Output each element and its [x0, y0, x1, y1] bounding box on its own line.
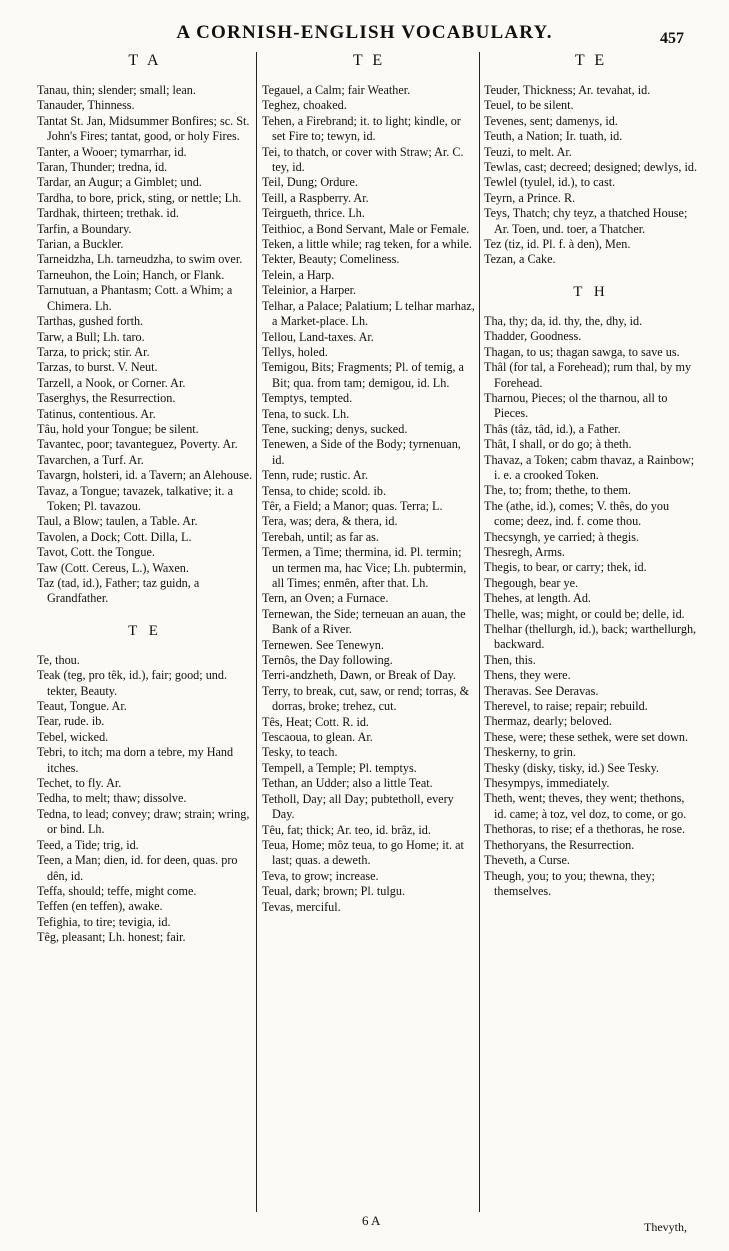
dictionary-entry: Thesregh, Arms. [484, 544, 565, 559]
dictionary-entry: Thâs (tâz, tâd, id.), a Father. [484, 421, 621, 436]
dictionary-entry: Tarthas, gushed forth. [37, 314, 144, 329]
dictionary-entry: Thethoras, to rise; ef a thethoras, he rose. [484, 822, 686, 837]
dictionary-entry: Thât, I shall, or do go; à theth. [484, 437, 632, 452]
dictionary-entry: Thâl (for tal, a Forehead); rum thal, by my Forehead. [484, 360, 692, 390]
dictionary-entry: Tewlas, cast; decreed; designed; dewlys, id. [484, 160, 698, 175]
dictionary-entry: Tedna, to lead; convey; draw; strain; wring, or bind. Lh. [37, 806, 250, 837]
dictionary-entry: The (athe, id.), comes; V. thês, do you come; deez, ind. f. come thou. [484, 498, 670, 529]
dictionary-entry: Tethan, an Udder; also a little Teat. [262, 776, 433, 791]
dictionary-entry: Tarzell, a Nook, or Corner. Ar. [37, 375, 186, 390]
dictionary-entry: Telein, a Harp. [262, 267, 335, 282]
dictionary-entry: Têg, pleasant; Lh. honest; fair. [37, 930, 186, 945]
dictionary-entry: Thavaz, a Token; cabm thavaz, a Rainbow; i. e. a crooked Token. [484, 452, 695, 482]
dictionary-entry: Therevel, to raise; repair; rebuild. [484, 699, 648, 714]
dictionary-entry: Teirgueth, thrice. Lh. [262, 206, 365, 221]
dictionary-entry: Teithioc, a Bond Servant, Male or Female. [262, 221, 470, 236]
dictionary-entry: Teuth, a Nation; Ir. tuath, id. [484, 129, 623, 144]
dictionary-entry: Tanter, a Wooer; tymarrhar, id. [37, 144, 187, 159]
column-1 [37, 52, 253, 1210]
dictionary-entry: Temptys, tempted. [262, 391, 353, 406]
dictionary-entry: Teken, a little while; rag teken, for a while. [262, 237, 472, 252]
dictionary-entry: Tefighia, to tire; tevigia, id. [37, 914, 171, 929]
dictionary-entry: Taran, Thunder; tredna, id. [37, 160, 168, 175]
dictionary-entry: Tera, was; dera, & thera, id. [262, 514, 398, 529]
dictionary-entry: Terry, to break, cut, saw, or rend; torras, & dorras, broke; trehez, cut. [262, 683, 470, 714]
dictionary-entry: Teuzi, to melt. Ar. [484, 144, 572, 159]
dictionary-entry: Teua, Home; môz teua, to go Home; it. at last; quas. a deweth. [262, 837, 464, 868]
dictionary-entry: Teleinior, a Harper. [262, 283, 357, 298]
dictionary-entry: Tensa, to chide; scold. ib. [262, 483, 387, 498]
dictionary-entry: Thecsyngh, ye carried; à thegis. [484, 529, 639, 544]
dictionary-entry: Tetholl, Day; all Day; pubtetholl, every Day. [262, 791, 454, 822]
dictionary-entry: Techet, to fly. Ar. [37, 776, 122, 791]
signature-mark: 6 A [362, 1213, 381, 1228]
entry-list [37, 653, 253, 946]
dictionary-entry: Tern, an Oven; a Furnace. [262, 591, 389, 606]
dictionary-entry: Tarneidzha, Lh. tarneudzha, to swim over. [37, 252, 243, 267]
dictionary-entry: Tescaoua, to glean. Ar. [262, 730, 373, 745]
dictionary-entry: Teed, a Tide; trig, id. [37, 837, 139, 852]
dictionary-entry: Thelhar (thellurgh, id.), back; warthellurgh, backward. [484, 622, 697, 652]
dictionary-entry: Tezan, a Cake. [484, 252, 556, 267]
dictionary-entry: Tewlel (tyulel, id.), to cast. [484, 175, 616, 190]
column-heading: T E [574, 52, 608, 69]
dictionary-entry: Theugh, you; to you; thewna, they; themselves. [484, 868, 655, 898]
dictionary-entry: Terri-andzheth, Dawn, or Break of Day. [262, 668, 456, 683]
page-title: A CORNISH-ENGLISH VOCABULARY. [176, 22, 553, 43]
dictionary-entry: Temigou, Bits; Fragments; Pl. of temig, a Bit; qua. from tam; demigou, id. Lh. [262, 360, 464, 390]
dictionary-entry: Theveth, a Curse. [484, 853, 570, 868]
dictionary-entry: Tês, Heat; Cott. R. id. [262, 714, 369, 729]
dictionary-entry: Tenewen, a Side of the Body; tyrnenuan, id. [262, 437, 461, 467]
dictionary-entry: Tavolen, a Dock; Cott. Dilla, L. [37, 529, 192, 544]
section-heading: T H [573, 283, 609, 300]
dictionary-entry: Tarw, a Bull; Lh. taro. [37, 329, 145, 344]
column-heading: T E [352, 52, 386, 69]
dictionary-entry: Teual, dark; brown; Pl. tulgu. [262, 884, 406, 899]
dictionary-entry: Tekter, Beauty; Comeliness. [262, 252, 400, 267]
dictionary-entry: Tantat St. Jan, Midsummer Bonfires; sc. St. John's Fires; tantat, good, or holy Fires. [37, 113, 250, 144]
dictionary-entry: Taw (Cott. Cereus, L.), Waxen. [37, 560, 189, 575]
dictionary-entry: Terebah, until; as far as. [262, 529, 379, 544]
dictionary-entry: Tatinus, contentious. Ar. [37, 406, 156, 421]
dictionary-entry: Thehes, at length. Ad. [484, 591, 591, 606]
dictionary-entry: Teffen (en teffen), awake. [37, 899, 163, 914]
dictionary-entry: Taserghys, the Resurrection. [37, 391, 176, 406]
entry-list [262, 83, 476, 915]
dictionary-entry: Telhar, a Palace; Palatium; L telhar marhaz, a Market-place. Lh. [262, 298, 475, 329]
column-heading: T A [128, 52, 162, 69]
dictionary-entry: Teuel, to be silent. [484, 98, 574, 113]
catchword: Thevyth, [644, 1220, 687, 1234]
dictionary-entry: Tei, to thatch, or cover with Straw; Ar. C. tey, id. [262, 144, 464, 175]
dictionary-entry: Tenn, rude; rustic. Ar. [262, 468, 369, 483]
dictionary-entry: Teffa, should; teffe, might come. [37, 883, 197, 898]
dictionary-entry: Tebri, to itch; ma dorn a tebre, my Hand itches. [37, 745, 234, 775]
dictionary-entry: Tavot, Cott. the Tongue. [37, 545, 155, 560]
dictionary-entry: Tarza, to prick; stir. Ar. [37, 344, 150, 359]
dictionary-entry: Tellou, Land-taxes. Ar. [262, 329, 374, 344]
dictionary-entry: Tardar, an Augur; a Gimblet; und. [37, 175, 202, 190]
dictionary-entry: Teak (teg, pro têk, id.), fair; good; und. tekter, Beauty. [37, 668, 228, 698]
dictionary-entry: Tardha, to bore, prick, sting, or nettle; Lh. [37, 190, 242, 205]
dictionary-entry: Tebel, wicked. [37, 729, 109, 744]
dictionary-entry: Tavantec, poor; tavanteguez, Poverty. Ar. [37, 437, 238, 452]
entry-list [37, 83, 253, 607]
dictionary-entry: Thermaz, dearly; beloved. [484, 714, 612, 729]
dictionary-entry: Termen, a Time; thermina, id. Pl. termin; un termen ma, hac Vice; Lh. pubtermin, all Times; enmên, after that. Lh. [262, 545, 467, 590]
dictionary-entry: Tellys, holed. [262, 344, 328, 359]
dictionary-entry: Ternewan, the Side; terneuan an auan, the Bank of a River. [262, 606, 466, 637]
dictionary-entry: Ternewen. See Tenewyn. [262, 637, 384, 652]
column-2 [262, 52, 476, 1210]
dictionary-entry: Teaut, Tongue. Ar. [37, 699, 127, 714]
dictionary-entry: Tesky, to teach. [262, 745, 338, 760]
dictionary-entry: Theskerny, to grin. [484, 745, 576, 760]
section-heading: T E [128, 622, 162, 639]
dictionary-entry: Teuder, Thickness; Ar. tevahat, id. [484, 83, 651, 97]
dictionary-entry: Thadder, Goodness. [484, 329, 582, 344]
dictionary-entry: The, to; from; thethe, to them. [484, 483, 631, 498]
dictionary-entry: Tehen, a Firebrand; it. to light; kindle, or set Fire to; tewyn, id. [262, 113, 461, 144]
dictionary-entry: Tâu, hold your Tongue; be silent. [37, 421, 199, 436]
dictionary-entry: Tardhak, thirteen; trethak. id. [37, 206, 179, 221]
dictionary-entry: Tarneuhon, the Loin; Hanch, or Flank. [37, 267, 225, 282]
dictionary-entry: Tarian, a Buckler. [37, 237, 124, 252]
dictionary-entry: Tanauder, Thinness. [37, 98, 135, 113]
dictionary-entry: Tarzas, to burst. V. Neut. [37, 360, 158, 375]
dictionary-entry: Teva, to grow; increase. [262, 868, 379, 883]
dictionary-entry: Tegauel, a Calm; fair Weather. [262, 83, 411, 97]
dictionary-entry: Teill, a Raspberry. Ar. [262, 190, 369, 205]
dictionary-entry: Theth, went; theves, they went; thethons, id. came; à toz, vel doz, to come, or go. [484, 791, 687, 821]
dictionary-entry: Tavargn, holsteri, id. a Tavern; an Alehouse. [37, 468, 253, 483]
column-divider [479, 52, 480, 1212]
dictionary-entry: Te, thou. [37, 652, 80, 667]
dictionary-entry: Teil, Dung; Ordure. [262, 175, 358, 190]
dictionary-entry: Then, this. [484, 652, 536, 667]
column-divider [256, 52, 257, 1212]
dictionary-entry: Teyrn, a Prince. R. [484, 190, 576, 205]
dictionary-entry: Tevas, merciful. [262, 899, 341, 914]
column-3 [484, 52, 698, 1210]
dictionary-entry: Tha, thy; da, id. thy, the, dhy, id. [484, 313, 643, 328]
dictionary-entry: Thegough, bear ye. [484, 575, 579, 590]
entry-list [484, 314, 698, 899]
dictionary-entry: Thelle, was; might, or could be; delle, id. [484, 606, 685, 621]
dictionary-entry: Tevenes, sent; damenys, id. [484, 113, 618, 128]
dictionary-entry: Teghez, choaked. [262, 98, 347, 113]
dictionary-entry: Tez (tiz, id. Pl. f. à den), Men. [484, 237, 631, 252]
dictionary-entry: Tempell, a Temple; Pl. temptys. [262, 760, 417, 775]
page-number: 457 [660, 30, 684, 47]
dictionary-entry: Ternôs, the Day following. [262, 653, 393, 668]
dictionary-entry: Tharnou, Pieces; ol the tharnou, all to Pieces. [484, 390, 668, 421]
dictionary-entry: Tarnutuan, a Phantasm; Cott. a Whim; a Chimera. Lh. [37, 283, 233, 313]
dictionary-entry: Theravas. See Deravas. [484, 683, 599, 698]
dictionary-entry: These, were; these sethek, were set down. [484, 729, 689, 744]
dictionary-entry: Tanau, thin; slender; small; lean. [37, 83, 196, 97]
dictionary-entry: Teen, a Man; dien, id. for deen, quas. pro dên, id. [37, 853, 238, 883]
dictionary-entry: Tene, sucking; denys, sucked. [262, 421, 408, 436]
dictionary-entry: Thethoryans, the Resurrection. [484, 837, 635, 852]
dictionary-entry: Têu, fat; thick; Ar. teo, id. brâz, id. [262, 822, 431, 837]
dictionary-entry: Thens, they were. [484, 668, 571, 683]
dictionary-entry: Tavarchen, a Turf. Ar. [37, 452, 144, 467]
dictionary-entry: Thesympys, immediately. [484, 776, 610, 791]
dictionary-entry: Taz (tad, id.), Father; taz guidn, a Grandfather. [37, 576, 200, 606]
dictionary-entry: Tedha, to melt; thaw; dissolve. [37, 791, 187, 806]
entry-list [484, 83, 698, 268]
dictionary-entry: Thagan, to us; thagan sawga, to save us. [484, 344, 680, 359]
dictionary-entry: Tavaz, a Tongue; tavazek, talkative; it. a Token; Pl. tavazou. [37, 483, 234, 513]
dictionary-entry: Teys, Thatch; chy teyz, a thatched House; Ar. Toen, und. toer, a Thatcher. [484, 206, 688, 236]
dictionary-entry: Taul, a Blow; taulen, a Table. Ar. [37, 514, 198, 529]
dictionary-entry: Thegis, to bear, or carry; thek, id. [484, 560, 647, 575]
dictionary-entry: Tena, to suck. Lh. [262, 406, 350, 421]
dictionary-entry: Têr, a Field; a Manor; quas. Terra; L. [262, 498, 443, 513]
dictionary-entry: Tear, rude. ib. [37, 714, 105, 729]
dictionary-entry: Tarfin, a Boundary. [37, 221, 132, 236]
dictionary-entry: Thesky (disky, tisky, id.) See Tesky. [484, 760, 659, 775]
